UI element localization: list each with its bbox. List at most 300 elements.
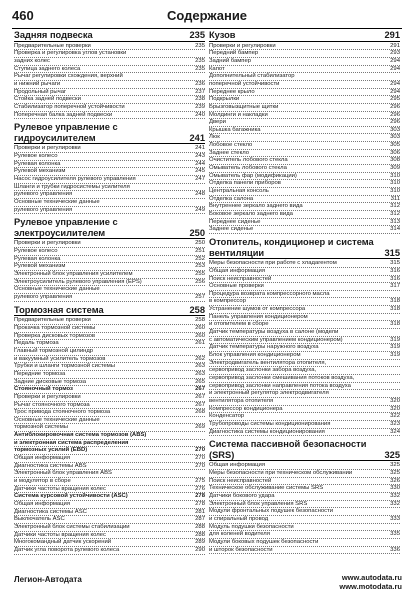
entry-title: Крышка багажника [209, 126, 261, 133]
toc-entry[interactable] [14, 58, 205, 66]
entry-page-number: 269 [195, 424, 205, 431]
toc-entry[interactable] [14, 539, 205, 547]
entry-title: Антиблокировочная система тормозов (ABS) [14, 432, 147, 439]
entry-title: Панель управления кондиционером [209, 313, 308, 320]
entry-title: Продольный рычаг [14, 88, 67, 95]
entry-title: Заднее сиденье [209, 226, 254, 233]
entry-page-number: 270 [195, 462, 205, 469]
entry-page-number: 287 [195, 516, 205, 523]
toc-entry[interactable] [14, 325, 205, 333]
toc-entry[interactable] [14, 371, 205, 379]
toc-entry[interactable] [14, 547, 205, 555]
toc-entry[interactable] [209, 413, 400, 421]
toc-entry[interactable] [14, 184, 205, 192]
section-heading[interactable] [209, 237, 400, 259]
entry-title: Шланги и трубки гидросистемы усилителя [14, 183, 130, 190]
toc-entry[interactable] [14, 176, 205, 184]
entry-title: Трубки и шланги тормозной системы [14, 363, 116, 370]
entry-title: и электронная система распределения [14, 439, 129, 446]
toc-entry[interactable] [209, 321, 400, 329]
section-title: Рулевое управление с гидроусилителем [14, 122, 118, 143]
entry-title: Датчик угла поворота рулевого колеса [14, 546, 120, 553]
toc-entry[interactable] [209, 211, 400, 219]
entry-page-number: 251 [195, 248, 205, 255]
toc-subsection-entry[interactable] [14, 386, 205, 394]
toc-entry[interactable] [209, 298, 400, 306]
toc-entry[interactable] [14, 509, 205, 517]
entry-title: Модули боковых подушек безопасности [209, 539, 319, 546]
entry-page-number: 235 [195, 65, 205, 72]
website-link-motodata[interactable]: www.motodata.ru [339, 581, 402, 591]
entry-page-number: 312 [390, 203, 400, 210]
entry-title: с автоматическим управлением кондиционером) [209, 336, 343, 343]
entry-title: и шторок безопасности [209, 546, 273, 553]
entry-title: для коленей водителя [209, 531, 270, 538]
entry-page-number: 253 [195, 263, 205, 270]
toc-entry[interactable] [209, 398, 400, 406]
toc-subsection-entry[interactable] [14, 447, 205, 455]
entry-page-number: 267 [195, 393, 205, 400]
toc-entry[interactable] [209, 89, 400, 97]
entry-page-number: 332 [390, 500, 400, 507]
entry-page-number: 308 [390, 157, 400, 164]
entry-page-number: 296 [390, 119, 400, 126]
toc-entry[interactable] [209, 81, 400, 89]
entry-title: Ступица заднего колеса [14, 65, 81, 72]
toc-section [209, 439, 400, 554]
entry-title: Дополнительный стабилизатор [209, 73, 295, 80]
entry-page-number: 262 [195, 355, 205, 362]
toc-entry[interactable] [209, 119, 400, 127]
entry-page-number: 243 [195, 153, 205, 159]
entry-page-number: 305 [390, 142, 400, 149]
toc-entry[interactable] [14, 271, 205, 279]
entry-title: поперечной устойчивости [209, 80, 280, 87]
section-title: Отопитель, кондиционер и система вентиляции [209, 237, 374, 258]
entry-page-number: 244 [195, 160, 205, 167]
toc-entry[interactable] [14, 81, 205, 89]
entry-title: Рулевой механизм [14, 263, 66, 270]
entry-title: и нижний рычаги [14, 80, 61, 87]
entry-page-number: 318 [390, 321, 400, 328]
toc-entry[interactable] [14, 455, 205, 463]
toc-entry[interactable] [14, 286, 205, 294]
entry-page-number: 319 [390, 336, 400, 343]
toc-entry[interactable] [209, 203, 400, 211]
toc-entry[interactable] [209, 367, 400, 375]
toc-entry[interactable] [14, 96, 205, 104]
toc-entry[interactable] [209, 360, 400, 368]
toc-entry[interactable] [209, 470, 400, 478]
entry-page-number: 316 [390, 275, 400, 282]
entry-page-number: 309 [390, 165, 400, 172]
entry-title: Очиститель лобового стекла [209, 157, 288, 164]
toc-entry[interactable] [209, 314, 400, 322]
entry-title: Рулевое колесо [14, 248, 58, 255]
entry-title: рулевого управления [14, 191, 73, 198]
toc-section [14, 30, 205, 119]
toc-entry[interactable] [209, 188, 400, 196]
entry-title: Рулевая колонка [14, 255, 61, 262]
entry-title: Главный тормозной цилиндр [14, 347, 94, 354]
entry-page-number: 263 [195, 363, 205, 370]
toc-entry[interactable] [209, 112, 400, 120]
toc-entry[interactable] [14, 168, 205, 176]
section-page-number: 258 [189, 304, 205, 315]
toc-entry[interactable] [209, 547, 400, 555]
toc-entry[interactable] [209, 180, 400, 188]
entry-title: Педаль тормоза [14, 340, 59, 347]
entry-page-number: 291 [390, 42, 400, 49]
entry-title: Люк [209, 134, 220, 141]
entry-page-number: 296 [390, 103, 400, 110]
section-page-number: 325 [384, 449, 400, 460]
toc-column-right [209, 30, 400, 557]
entry-title: Переднее крыло [209, 88, 255, 95]
entry-page-number: 311 [390, 195, 400, 202]
toc-entry[interactable] [209, 50, 400, 58]
toc-entry[interactable] [14, 43, 205, 51]
toc-entry[interactable] [14, 199, 205, 207]
entry-page-number: 320 [390, 405, 400, 412]
entry-page-number: 250 [195, 240, 205, 247]
entry-title: Насос гидроусилителя рулевого управления [14, 175, 136, 182]
section-page-number: 291 [384, 30, 400, 40]
toc-entry[interactable] [209, 406, 400, 414]
entry-title: Молдинги и накладки [209, 111, 268, 118]
section-heading[interactable] [14, 30, 205, 42]
toc-entry[interactable] [209, 226, 400, 234]
entry-title: Заднее стекло [209, 149, 249, 156]
entry-page-number: 245 [195, 168, 205, 175]
toc-entry[interactable] [209, 96, 400, 104]
toc-entry[interactable] [209, 337, 400, 345]
entry-page-number: 310 [390, 188, 400, 195]
toc-section [209, 30, 400, 234]
toc-entry[interactable] [209, 485, 400, 493]
entry-title: Трубопроводы системы кондиционирования [209, 420, 331, 427]
entry-title: Подкрылки [209, 96, 240, 103]
toc-column-left [14, 30, 205, 558]
toc-entry[interactable] [14, 50, 205, 58]
website-links [339, 574, 402, 591]
toc-entry[interactable] [14, 248, 205, 256]
entry-title: Рычаг стояночного тормоза [14, 401, 90, 408]
toc-entry[interactable] [209, 150, 400, 158]
entry-title: Электродвигатель вентилятора отопителя, [209, 359, 327, 366]
entry-page-number: 317 [390, 283, 400, 290]
entry-page-number: 239 [195, 103, 205, 110]
entry-page-number: 314 [390, 226, 400, 233]
section-title: Задняя подвеска [14, 30, 93, 40]
entry-page-number: 267 [195, 386, 205, 393]
entry-page-number: 276 [195, 485, 205, 492]
toc-entry[interactable] [14, 402, 205, 410]
toc-entry[interactable] [209, 508, 400, 516]
entry-title: Электроусилитель рулевого управления (EPS) [14, 278, 142, 285]
entry-title: Основные технические данные [14, 198, 100, 205]
entry-title: Внутреннее зеркало заднего вида [209, 203, 303, 210]
toc-entry[interactable] [209, 429, 400, 437]
toc-entry[interactable] [14, 424, 205, 432]
entry-page-number: 294 [390, 80, 400, 87]
entry-page-number: 306 [390, 149, 400, 156]
entry-page-number: 320 [390, 398, 400, 404]
entry-page-number: 278 [195, 501, 205, 508]
entry-page-number: 315 [390, 260, 400, 267]
entry-page-number: 256 [195, 278, 205, 285]
entry-title: Основные технические данные [14, 416, 100, 423]
page-number: 460 [12, 8, 34, 23]
entry-title: и электронный регулятор электродвигателя [209, 390, 329, 397]
entry-page-number: 260 [195, 324, 205, 331]
entry-title: Задние дисковые тормоза [14, 378, 87, 385]
toc-entry[interactable] [209, 196, 400, 204]
toc-entry[interactable] [209, 283, 400, 291]
entry-title: Датчики бокового удара [209, 493, 275, 500]
entry-title: Поиск неисправностей [209, 477, 272, 484]
entry-title: Переднее сиденье [209, 218, 261, 225]
toc-entry[interactable] [14, 470, 205, 478]
entry-title: Датчики частоты вращения колес [14, 485, 106, 492]
toc-entry[interactable] [14, 112, 205, 120]
entry-title: тормозных усилий (EBD) [14, 447, 88, 454]
entry-page-number: 252 [195, 255, 205, 262]
entry-title: Поперечная балка задней подвески [14, 111, 113, 118]
entry-title: Система курсовой устойчивости (ASC) [14, 493, 128, 500]
toc-entry[interactable] [209, 539, 400, 547]
entry-page-number: 335 [390, 531, 400, 538]
entry-title: Стойка задней подвески [14, 96, 81, 103]
toc-entry[interactable] [14, 317, 205, 325]
entry-title: Прокачка тормозной системы [14, 324, 96, 331]
entry-title: Отделка панели приборов [209, 180, 281, 187]
entry-page-number: 238 [195, 96, 205, 103]
toc-entry[interactable] [14, 348, 205, 356]
entry-page-number: 290 [195, 546, 205, 553]
toc-entry[interactable] [209, 375, 400, 383]
section-heading[interactable] [14, 122, 205, 144]
entry-title: Меры безопасности при работе с хладагентом [209, 260, 337, 267]
section-heading[interactable] [209, 439, 400, 461]
section-title: Система пассивной безопасности (SRS) [209, 439, 367, 460]
entry-title: Передние тормоза [14, 370, 66, 377]
entry-title: Электронный блок системы стабилизации [14, 524, 130, 530]
entry-page-number: 296 [390, 111, 400, 118]
toc-entry[interactable] [209, 531, 400, 539]
toc-entry[interactable] [14, 524, 205, 532]
entry-page-number: 281 [195, 508, 205, 515]
toc-entry[interactable] [209, 58, 400, 66]
entry-page-number: 270 [195, 455, 205, 462]
section-page-number: 315 [384, 247, 400, 258]
entry-page-number: 293 [390, 50, 400, 57]
toc-entry[interactable] [209, 134, 400, 142]
toc-entry[interactable] [14, 263, 205, 271]
entry-title: Диагностика системы ASC [14, 508, 87, 515]
toc-entry[interactable] [209, 127, 400, 135]
toc-entry[interactable] [14, 73, 205, 81]
toc-entry[interactable] [209, 219, 400, 227]
entry-page-number: 318 [390, 306, 400, 313]
toc-entry[interactable] [14, 279, 205, 287]
entry-page-number: 322 [390, 413, 400, 420]
section-title: Кузов [209, 30, 236, 40]
entry-title: Компрессор кондиционера [209, 405, 283, 412]
entry-title: Меры безопасности при техническом обслуживании [209, 470, 353, 477]
toc-entry[interactable] [209, 421, 400, 429]
toc-entry[interactable] [209, 276, 400, 284]
entry-page-number: 294 [390, 57, 400, 64]
toc-entry[interactable] [14, 240, 205, 248]
section-heading[interactable] [209, 30, 400, 42]
entry-page-number: 247 [195, 175, 205, 182]
section-heading[interactable] [14, 305, 205, 317]
toc-entry[interactable] [209, 462, 400, 470]
toc-entry[interactable] [209, 73, 400, 81]
entry-page-number: 289 [195, 539, 205, 546]
entry-title: Трос привода стояночного тормоза [14, 409, 111, 416]
entry-page-number: 294 [390, 65, 400, 72]
entry-title: Проверки и регулировки [14, 393, 81, 400]
toc-subsection-entry[interactable] [14, 432, 205, 440]
entry-title: сервопривод заслонки направления потока воздуха [209, 382, 351, 389]
toc-entry[interactable] [209, 344, 400, 352]
section-page-number: 250 [189, 227, 205, 238]
toc-entry[interactable] [14, 501, 205, 509]
toc-entry[interactable] [14, 516, 205, 524]
section-heading[interactable] [14, 217, 205, 239]
entry-title: Предварительные проверки [14, 42, 91, 49]
toc-entry[interactable] [209, 165, 400, 173]
entry-page-number: 260 [195, 332, 205, 339]
entry-page-number: 235 [195, 42, 205, 49]
entry-page-number: 325 [390, 462, 400, 469]
entry-title: Общая информация [14, 501, 71, 508]
entry-title: Диагностика системы кондиционирования [209, 428, 325, 435]
toc-entry[interactable] [209, 142, 400, 150]
entry-title: Основные проверки [209, 283, 264, 290]
website-link-autodata[interactable]: www.autodata.ru [341, 573, 402, 582]
entry-page-number: 261 [195, 340, 205, 347]
toc-entry[interactable] [209, 306, 400, 314]
entry-title: Выключатель ASC [14, 516, 65, 523]
entry-page-number: 336 [390, 546, 400, 553]
entry-page-number: 263 [195, 370, 205, 377]
entry-page-number: 310 [390, 180, 400, 187]
entry-title: Задний бампер [209, 57, 252, 64]
entry-page-number: 240 [195, 111, 205, 118]
entry-title: в компрессор [209, 298, 246, 305]
entry-title: тормозной системы [14, 424, 68, 431]
entry-title: Лобовое стекло [209, 142, 253, 149]
toc-entry[interactable] [14, 478, 205, 486]
entry-page-number: 295 [390, 96, 400, 103]
entry-page-number: 330 [390, 485, 400, 492]
toc-section [209, 237, 400, 436]
section-title: Рулевое управление с электроусилителем [14, 217, 118, 238]
entry-page-number: 288 [195, 531, 205, 538]
entry-title: Рулевой механизм [14, 168, 66, 175]
entry-title: Основные технические данные [14, 286, 100, 293]
entry-title: Проверка дисковых тормозов [14, 332, 96, 339]
entry-title: Общая информация [209, 462, 266, 469]
entry-title: рулевого управления [14, 206, 73, 213]
toc-entry[interactable] [209, 268, 400, 276]
toc-entry[interactable] [209, 516, 400, 524]
toc-entry[interactable] [209, 501, 400, 509]
entry-page-number: 313 [390, 218, 400, 225]
entry-title: Капот [209, 65, 225, 72]
toc-entry[interactable] [14, 207, 205, 215]
toc-entry[interactable] [14, 153, 205, 161]
entry-page-number: 303 [390, 134, 400, 141]
toc-entry[interactable] [209, 291, 400, 299]
toc-entry[interactable] [209, 390, 400, 398]
toc-entry[interactable] [209, 478, 400, 486]
toc-entry[interactable] [14, 394, 205, 402]
toc-entry[interactable] [14, 145, 205, 153]
entry-page-number: 268 [195, 409, 205, 416]
toc-subsection-entry[interactable] [14, 493, 205, 501]
entry-title: Стояночный тормоз [14, 386, 73, 393]
toc-entry[interactable] [209, 329, 400, 337]
entry-title: Омыватель фар (модификации) [209, 172, 297, 179]
toc-entry[interactable] [209, 260, 400, 268]
entry-page-number: 255 [195, 271, 205, 278]
entry-page-number: 326 [390, 477, 400, 484]
toc-entry[interactable] [14, 333, 205, 341]
toc-section [14, 217, 205, 301]
entry-title: Проверки и регулировки [14, 145, 81, 152]
entry-title: Рулевая колонка [14, 160, 61, 167]
entry-page-number: 258 [195, 317, 205, 324]
entry-page-number: 275 [195, 478, 205, 485]
entry-title: задних колес [14, 57, 50, 64]
toc-entry[interactable] [209, 493, 400, 501]
entry-title: Электронный блок управления SRS [209, 500, 308, 507]
entry-page-number: 316 [390, 267, 400, 274]
toc-entry[interactable] [209, 104, 400, 112]
toc-entry[interactable] [14, 340, 205, 348]
entry-page-number: 265 [195, 378, 205, 385]
entry-title: Электронный блок управления ABS [14, 470, 112, 477]
entry-title: сервопривод заслонки забора воздуха, [209, 367, 317, 374]
entry-title: Двери [209, 119, 226, 126]
entry-title: Модули фронтальных подушек безопасности [209, 508, 334, 515]
entry-page-number: 312 [390, 211, 400, 218]
toc-entry[interactable] [14, 363, 205, 371]
toc-entry[interactable] [14, 104, 205, 112]
toc-entry[interactable] [14, 294, 205, 302]
entry-page-number: 237 [195, 88, 205, 95]
entry-page-number: 323 [390, 420, 400, 427]
toc-entry[interactable] [209, 173, 400, 181]
entry-title: и отопителем в сборе [209, 321, 269, 328]
toc-entry[interactable] [14, 191, 205, 199]
entry-title: Передний бампер [209, 50, 259, 57]
toc-entry[interactable] [209, 352, 400, 360]
entry-page-number: 270 [195, 447, 205, 454]
toc-entry[interactable] [14, 409, 205, 417]
entry-page-number: 288 [195, 524, 205, 530]
entry-title: Датчики частоты вращения колес [14, 531, 106, 538]
toc-section [14, 122, 205, 214]
entry-page-number: 303 [390, 126, 400, 133]
entry-title: Техническое обслуживание системы SRS [209, 485, 324, 492]
toc-entry[interactable] [209, 157, 400, 165]
entry-title: Проверки и регулировки [209, 42, 276, 49]
